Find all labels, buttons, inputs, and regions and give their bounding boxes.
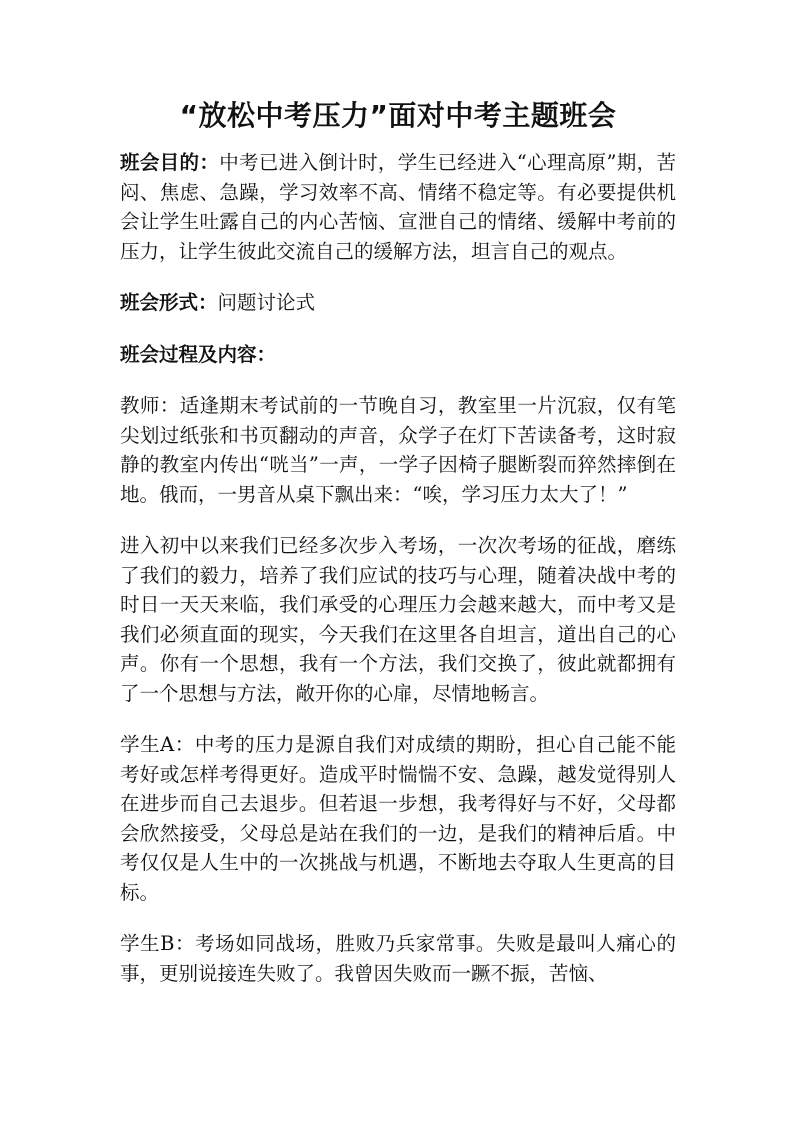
form-label: 班会形式：: [120, 291, 218, 314]
purpose-text: 中考已进入倒计时，学生已经进入“心理高原”期，苦闷、焦虑、急躁，学习效率不高、情绪不稳定等。有必要提供机会让学生吐露自己的内心苦恼、宣泄自己的情绪、缓解中考前的压力，让学生彼此交流自己的缓解方法，坦言自己的观点。: [120, 151, 676, 263]
form-text: 问题讨论式: [217, 291, 316, 314]
purpose-paragraph: [120, 148, 676, 266]
process-heading: 班会过程及内容：: [120, 342, 277, 366]
document-title: “放松中考压力”面对中考主题班会: [179, 99, 617, 132]
teacher-paragraph: 教师：适逢期末考试前的一节晚自习，教室里一片沉寂，仅有笔尖划过纸张和书页翻动的声音，众学子在灯下苦读备考，这时寂静的教室内传出“咣当”一声，一学子因椅子腿断裂而猝然摔倒在地。俄而，一男音从桌下飘出来：“唉，学习压力太大了！”: [120, 394, 676, 506]
form-paragraph: [120, 288, 676, 318]
student-a-paragraph: 学生A：中考的压力是源自我们对成绩的期盼，担心自己能不能考好或怎样考得更好。造成平时惴惴不安、急躁，越发觉得别人在进步而自己去退步。但若退一步想，我考得好与不好，父母都会欣然接受，父母总是站在我们的一边，是我们的精神后盾。中考仅仅是人生中的一次挑战与机遇，不断地去夺取人生更高的目标。: [120, 733, 676, 904]
intro-paragraph: 进入初中以来我们已经多次步入考场，一次次考场的征战，磨练了我们的毅力，培养了我们应试的技巧与心理，随着决战中考的时日一天天来临，我们承受的心理压力会越来越大，而中考又是我们必须直面的现实，今天我们在这里各自坦言，道出自己的心声。你有一个思想，我有一个方法，我们交换了，彼此就都拥有了一个思想与方法，敞开你的心扉，尽情地畅言。: [120, 534, 676, 705]
purpose-label: 班会目的：: [120, 151, 220, 174]
student-b-paragraph: 学生B：考场如同战场，胜败乃兵家常事。失败是最叫人痛心的事，更别说接连失败了。我曾因失败而一蹶不振，苦恼、: [120, 932, 676, 985]
